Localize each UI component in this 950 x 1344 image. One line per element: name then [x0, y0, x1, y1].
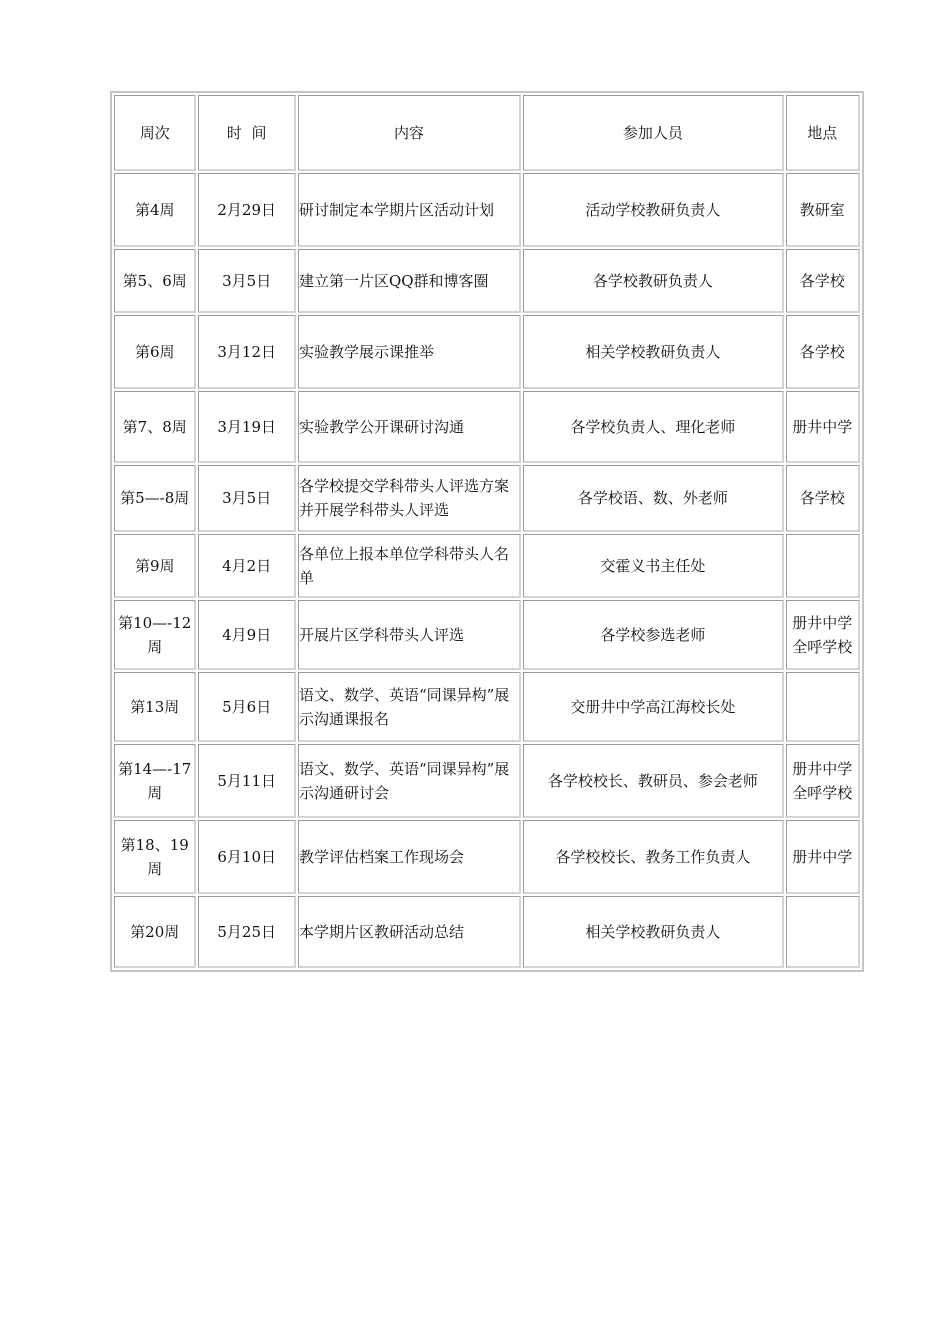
table-row [114, 173, 860, 247]
cell-content: 建立第一片区QQ群和博客圈 [298, 249, 521, 313]
table-row [114, 744, 860, 818]
table-row [114, 465, 860, 532]
cell-week: 第5—-8周 [114, 465, 196, 532]
cell-content: 语文、数学、英语“同课异构”展示沟通课报名 [298, 672, 521, 742]
cell-place [786, 672, 860, 742]
table-row [114, 391, 860, 463]
cell-place: 册井中学全呼学校 [786, 600, 860, 670]
cell-place: 教研室 [786, 173, 860, 247]
cell-people: 活动学校教研负责人 [523, 173, 783, 247]
cell-date: 3月5日 [198, 465, 296, 532]
cell-place: 各学校 [786, 249, 860, 313]
cell-people: 各学校参选老师 [523, 600, 783, 670]
cell-place: 各学校 [786, 465, 860, 532]
cell-date: 5月25日 [198, 896, 296, 968]
cell-week: 第9周 [114, 534, 196, 598]
cell-content: 教学评估档案工作现场会 [298, 820, 521, 894]
table-row [114, 534, 860, 598]
header-place: 地点 [786, 95, 860, 171]
cell-content: 语文、数学、英语“同课异构”展示沟通研讨会 [298, 744, 521, 818]
cell-place [786, 896, 860, 968]
cell-people: 相关学校教研负责人 [523, 896, 783, 968]
cell-week: 第14—-17周 [114, 744, 196, 818]
cell-place: 册井中学 [786, 391, 860, 463]
cell-date: 5月11日 [198, 744, 296, 818]
cell-content: 开展片区学科带头人评选 [298, 600, 521, 670]
cell-date: 3月5日 [198, 249, 296, 313]
cell-content: 本学期片区教研活动总结 [298, 896, 521, 968]
table-row [114, 249, 860, 313]
cell-content: 各单位上报本单位学科带头人名单 [298, 534, 521, 598]
cell-week: 第20周 [114, 896, 196, 968]
cell-date: 3月19日 [198, 391, 296, 463]
cell-week: 第13周 [114, 672, 196, 742]
table-row [114, 672, 860, 742]
schedule-table [112, 93, 862, 970]
cell-people: 交霍义书主任处 [523, 534, 783, 598]
header-week: 周次 [114, 95, 196, 171]
cell-date: 2月29日 [198, 173, 296, 247]
cell-place: 册井中学全呼学校 [786, 744, 860, 818]
cell-week: 第7、8周 [114, 391, 196, 463]
cell-people: 各学校负责人、理化老师 [523, 391, 783, 463]
table-row [114, 600, 860, 670]
cell-people: 各学校语、数、外老师 [523, 465, 783, 532]
header-content: 内容 [298, 95, 521, 171]
schedule-table-frame [110, 91, 864, 972]
cell-place: 各学校 [786, 315, 860, 389]
cell-content: 研讨制定本学期片区活动计划 [298, 173, 521, 247]
cell-people: 各学校校长、教务工作负责人 [523, 820, 783, 894]
cell-week: 第18、19周 [114, 820, 196, 894]
cell-content: 各学校提交学科带头人评选方案并开展学科带头人评选 [298, 465, 521, 532]
cell-date: 4月9日 [198, 600, 296, 670]
cell-people: 各学校教研负责人 [523, 249, 783, 313]
cell-date: 6月10日 [198, 820, 296, 894]
cell-date: 4月2日 [198, 534, 296, 598]
cell-place: 册井中学 [786, 820, 860, 894]
table-row [114, 896, 860, 968]
header-date: 时 间 [198, 95, 296, 171]
cell-people: 相关学校教研负责人 [523, 315, 783, 389]
cell-people: 各学校校长、教研员、参会老师 [523, 744, 783, 818]
table-row [114, 315, 860, 389]
cell-content: 实验教学展示课推举 [298, 315, 521, 389]
cell-place [786, 534, 860, 598]
cell-week: 第4周 [114, 173, 196, 247]
cell-date: 3月12日 [198, 315, 296, 389]
table-header-row [114, 95, 860, 171]
table-row [114, 820, 860, 894]
cell-week: 第10—-12周 [114, 600, 196, 670]
cell-people: 交册井中学高江海校长处 [523, 672, 783, 742]
cell-week: 第5、6周 [114, 249, 196, 313]
cell-content: 实验教学公开课研讨沟通 [298, 391, 521, 463]
cell-week: 第6周 [114, 315, 196, 389]
cell-date: 5月6日 [198, 672, 296, 742]
header-people: 参加人员 [523, 95, 783, 171]
